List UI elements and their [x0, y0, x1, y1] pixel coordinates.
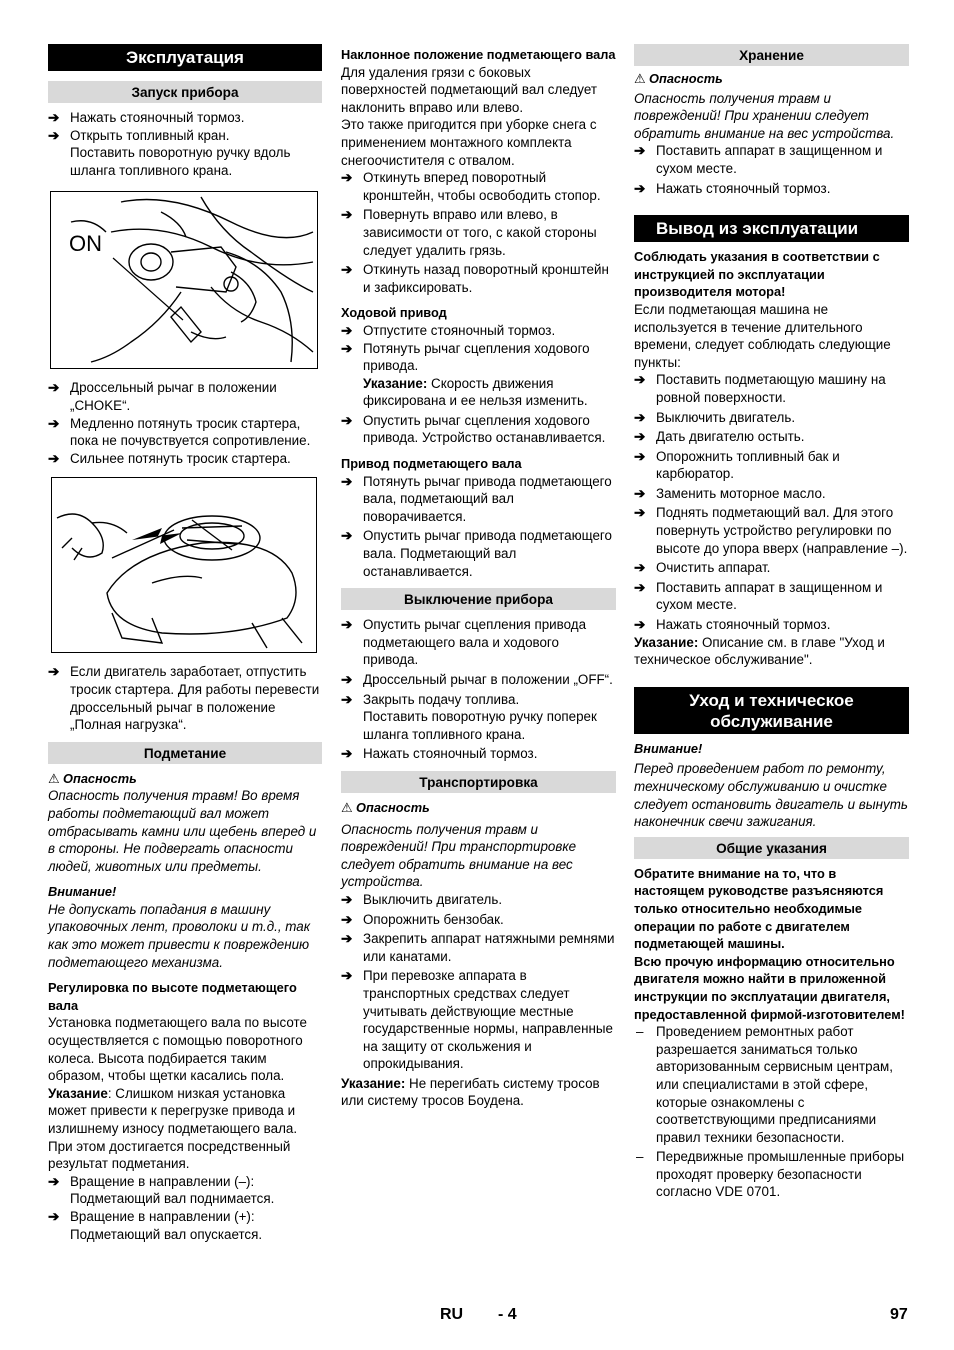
arrow-icon: ➔ — [634, 617, 646, 633]
list-item: ➔ Если двигатель заработает, отпустить тросик стартера. Для работы перевести дроссельный рычаг в положение „Полная нагрузка“. — [48, 664, 320, 733]
list-item: ➔ Опорожнить бензобак. — [341, 911, 504, 927]
arrow-icon: ➔ — [634, 448, 646, 464]
footer-page-local: - 4 — [498, 1306, 517, 1323]
list-item: ➔ Заменить моторное масло. — [634, 485, 826, 501]
arrow-icon: ➔ — [48, 415, 60, 431]
arrow-icon: ➔ — [634, 143, 646, 159]
list-item: – Передвижные промышленные приборы проходят проверку безопасности согласно VDE 0701. — [636, 1149, 905, 1200]
starter-pull-illustration-icon — [52, 478, 316, 652]
figure-starter-pull — [51, 477, 317, 653]
tilt-text-2: Это также пригодится при уборке снега с применением монтажного комплекта снегоочистителя с отвалом. — [341, 117, 597, 168]
attention-text: Перед проведением работ по ремонту, техническому обслуживанию и очистке следует остановить двигатель и вынуть наконечник свечи зажигания. — [634, 761, 908, 830]
list-item: – Проведением ремонтных работ разрешается заниматься только авторизованным сервисным центрам, или специалистами в этой сфере, которые ознакомлены с соответствующими предписаниями правил техники безопасности. — [636, 1024, 893, 1145]
list-item: ➔ Поднять подметающий вал. Для этого повернуть устройство регулировки по высоте до упора вверх (направление –). — [634, 505, 908, 556]
list-item: ➔ Вращение в направлении (–): Подметающий вал поднимается. — [48, 1173, 275, 1207]
arrow-icon: ➔ — [341, 891, 353, 907]
height-text: Установка подметающего вала по высоте осуществляется с помощью поворотного колеса. Высота подбирается таким образом, чтобы щетки касались пола. — [48, 1015, 307, 1084]
arrow-icon: ➔ — [634, 429, 646, 445]
arrow-icon: ➔ — [48, 127, 60, 143]
list-item: ➔ Откинуть вперед поворотный кронштейн, чтобы освободить стопор. — [341, 170, 601, 203]
arrow-icon: ➔ — [48, 664, 60, 680]
arrow-icon: ➔ — [634, 180, 646, 196]
decom-text: Если подметающая машина не используется в течение длительного времени, следует соблюдать следующие пункты: — [634, 301, 891, 370]
danger-label: ⚠ Опасность — [48, 770, 137, 786]
list-item: ➔ Нажать стояночный тормоз. — [48, 110, 245, 125]
column-3 — [634, 44, 909, 1201]
list-item: ➔ Очистить аппарат. — [634, 560, 771, 576]
arrow-icon: ➔ — [634, 560, 646, 576]
heading-switch-off: Выключение прибора — [341, 588, 616, 610]
tilt-text: Для удаления грязи с боковых поверхностей подметающий вал следует наклонить вправо или влево. — [341, 64, 597, 115]
tilt-title: Наклонное положение подметающего вала — [341, 47, 616, 62]
danger-text: Опасность получения травм и повреждений! При транспортировке следует обратить внимание на вес устройства. — [341, 821, 577, 890]
arrow-icon: ➔ — [341, 968, 353, 984]
arrow-icon: ➔ — [634, 372, 646, 388]
arrow-icon: ➔ — [634, 505, 646, 521]
off-note: Поставить поворотную ручку поперек шланга топливного крана. — [363, 709, 597, 742]
height-note: Указание: Слишком низкая установка может привести к перегрузке привода и излишнему износу подметающего вала. При этом достигается посредственный результат подметания. — [48, 1085, 298, 1172]
decom-bold: Соблюдать указания в соответствии с инструкцией по эксплуатации производителя мотора! — [634, 249, 880, 300]
attention-text: Не допускать попадания в машину упаковочных лент, проволоки и т.д., так как это может привести к повреждению подметающего механизма. — [48, 901, 311, 970]
heading-care: Уход и техническое обслуживание — [634, 687, 909, 734]
list-item: ➔ Опустить рычаг сцепления ходового привода. Устройство останавливается. — [341, 412, 606, 446]
arrow-icon: ➔ — [341, 911, 353, 927]
list-item: ➔ Поставить аппарат в защищенном и сухом месте. — [634, 579, 883, 613]
danger-text: Опасность получения травм и повреждений! При хранении следует обратить внимание на вес устройства. — [634, 90, 895, 141]
attention-label: Внимание! — [48, 884, 117, 900]
arrow-icon: ➔ — [341, 170, 353, 186]
warning-icon: ⚠ — [634, 71, 646, 86]
arrow-icon: ➔ — [341, 672, 353, 687]
list-item: ➔ Поставить аппарат в защищенном и сухом месте. — [634, 143, 883, 176]
heading-general: Общие указания — [634, 837, 909, 859]
heading-storage: Хранение — [634, 44, 909, 66]
drive-title: Ходовой привод — [341, 305, 447, 321]
arrow-icon: ➔ — [341, 412, 353, 428]
arrow-icon: ➔ — [341, 528, 353, 544]
arrow-icon: ➔ — [48, 110, 60, 125]
figure-fuel-tap — [50, 191, 318, 369]
arrow-icon: ➔ — [341, 746, 353, 762]
list-item: ➔ Нажать стояночный тормоз. — [634, 617, 831, 633]
danger-label: ⚠ Опасность — [341, 799, 430, 815]
list-item: ➔ Откинуть назад поворотный кронштейн и зафиксировать. — [341, 262, 609, 295]
heading-decommission: Вывод из эксплуатации — [634, 215, 909, 242]
list-item: ➔ Выключить двигатель. — [341, 891, 503, 907]
warning-icon: ⚠ — [341, 799, 353, 815]
column-2 — [341, 44, 616, 1110]
list-item: ➔ При перевозке аппарата в транспортных средствах следует учитывать действующие местные государственные нормы, направленные на защиту от скольжения и опрокидывания. — [341, 968, 613, 1072]
drive-note: Указание: Скорость движения фиксирована и ее нельзя изменить. — [363, 375, 588, 409]
transport-note: Указание: Не перегибать систему тросов или систему тросов Боудена. — [341, 1075, 600, 1109]
general-bold-2: Всю прочую информацию относительно двигателя можно найти в приложенной инструкции по эксплуатации двигателя, предоставленной фирмой-изготовителем! — [634, 953, 905, 1022]
list-item: ➔ Поставить подметающую машину на ровной поверхности. — [634, 372, 886, 405]
danger-text: Опасность получения травм! Во время работы подметающий вал может отбрасывать камни или щебень вперед и в стороны. Не подвергать опасности людей, животных или предметы. — [48, 788, 317, 874]
arrow-icon: ➔ — [634, 409, 646, 425]
list-item: ➔ Повернуть вправо или влево, в зависимости от того, с какой стороны следует удалить грязь. — [341, 207, 597, 258]
list-item: ➔ Закрепить аппарат натяжными ремнями или канатами. — [341, 931, 615, 964]
list-item: ➔ Опустить рычаг сцепления привода подметающего вала и ходового привода. — [341, 617, 587, 668]
footer-page-total: 97 — [890, 1306, 908, 1323]
dash-icon: – — [636, 1149, 644, 1165]
arrow-icon: ➔ — [341, 931, 353, 947]
arrow-icon: ➔ — [48, 450, 60, 466]
list-item: ➔ Вращение в направлении (+): Подметающий вал опускается. — [48, 1208, 263, 1242]
dash-icon: – — [636, 1024, 644, 1040]
arrow-icon: ➔ — [341, 691, 353, 707]
arrow-icon: ➔ — [341, 207, 353, 223]
heading-start: Запуск прибора — [48, 81, 322, 103]
heading-transport: Транспортировка — [341, 771, 616, 793]
list-item: ➔ Дроссельный рычаг в положении „CHOKE“. — [48, 380, 277, 413]
list-item: ➔ Нажать стояночный тормоз. — [634, 180, 831, 196]
start-note: Поставить поворотную ручку вдоль шланга топливного крана. — [70, 145, 291, 178]
general-bold-1: Обратите внимание на то, что в настоящем руководстве разъясняются только относительно необходимые операции по работе с двигателем подметающей машины. — [634, 865, 884, 952]
arrow-icon: ➔ — [48, 380, 60, 396]
arrow-icon: ➔ — [341, 262, 353, 278]
heading-sweeping: Подметание — [48, 742, 322, 764]
fuel-tap-illustration-icon — [51, 192, 317, 368]
list-item: ➔ Медленно потянуть тросик стартера, пока не почувствуется сопротивление. — [48, 415, 311, 449]
arrow-icon: ➔ — [341, 340, 353, 356]
danger-label: ⚠ Опасность — [634, 71, 723, 86]
decom-note: Указание: Описание см. в главе "Уход и техническое обслуживание". — [634, 634, 885, 668]
arrow-icon: ➔ — [634, 485, 646, 501]
warning-icon: ⚠ — [48, 770, 60, 786]
height-title: Регулировка по высоте подметающего вала — [48, 980, 297, 1013]
list-item: ➔ Потянуть рычаг привода подметающего вала, подметающий вал поворачивается. — [341, 473, 612, 524]
arrow-icon: ➔ — [341, 473, 353, 489]
list-item: ➔ Нажать стояночный тормоз. — [341, 746, 538, 762]
heading-operation: Эксплуатация — [48, 44, 322, 71]
list-item: ➔ Закрыть подачу топлива. — [341, 691, 520, 707]
attention-label: Внимание! — [634, 740, 703, 756]
list-item: ➔ Сильнее потянуть тросик стартера. — [48, 450, 291, 466]
list-item: ➔ Открыть топливный кран. — [48, 127, 230, 143]
arrow-icon: ➔ — [48, 1208, 60, 1224]
fig-label-on: ON — [69, 231, 102, 257]
list-item: ➔ Дроссельный рычаг в положении „OFF“. — [341, 672, 613, 687]
list-item: ➔ Опорожнить топливный бак и карбюратор. — [634, 448, 840, 482]
list-item: ➔ Потянуть рычаг сцепления ходового привода. — [341, 340, 590, 374]
arrow-icon: ➔ — [634, 579, 646, 595]
list-item: ➔ Отпустите стояночный тормоз. — [341, 322, 556, 338]
arrow-icon: ➔ — [341, 322, 353, 338]
footer-lang: RU — [440, 1306, 464, 1323]
arrow-icon: ➔ — [341, 617, 353, 633]
brush-title: Привод подметающего вала — [341, 456, 522, 472]
column-1 — [48, 44, 322, 1243]
list-item: ➔ Дать двигателю остыть. — [634, 429, 805, 445]
list-item: ➔ Выключить двигатель. — [634, 409, 796, 425]
arrow-icon: ➔ — [48, 1173, 60, 1189]
list-item: ➔ Опустить рычаг привода подметающего вала. Подметающий вал останавливается. — [341, 528, 612, 579]
